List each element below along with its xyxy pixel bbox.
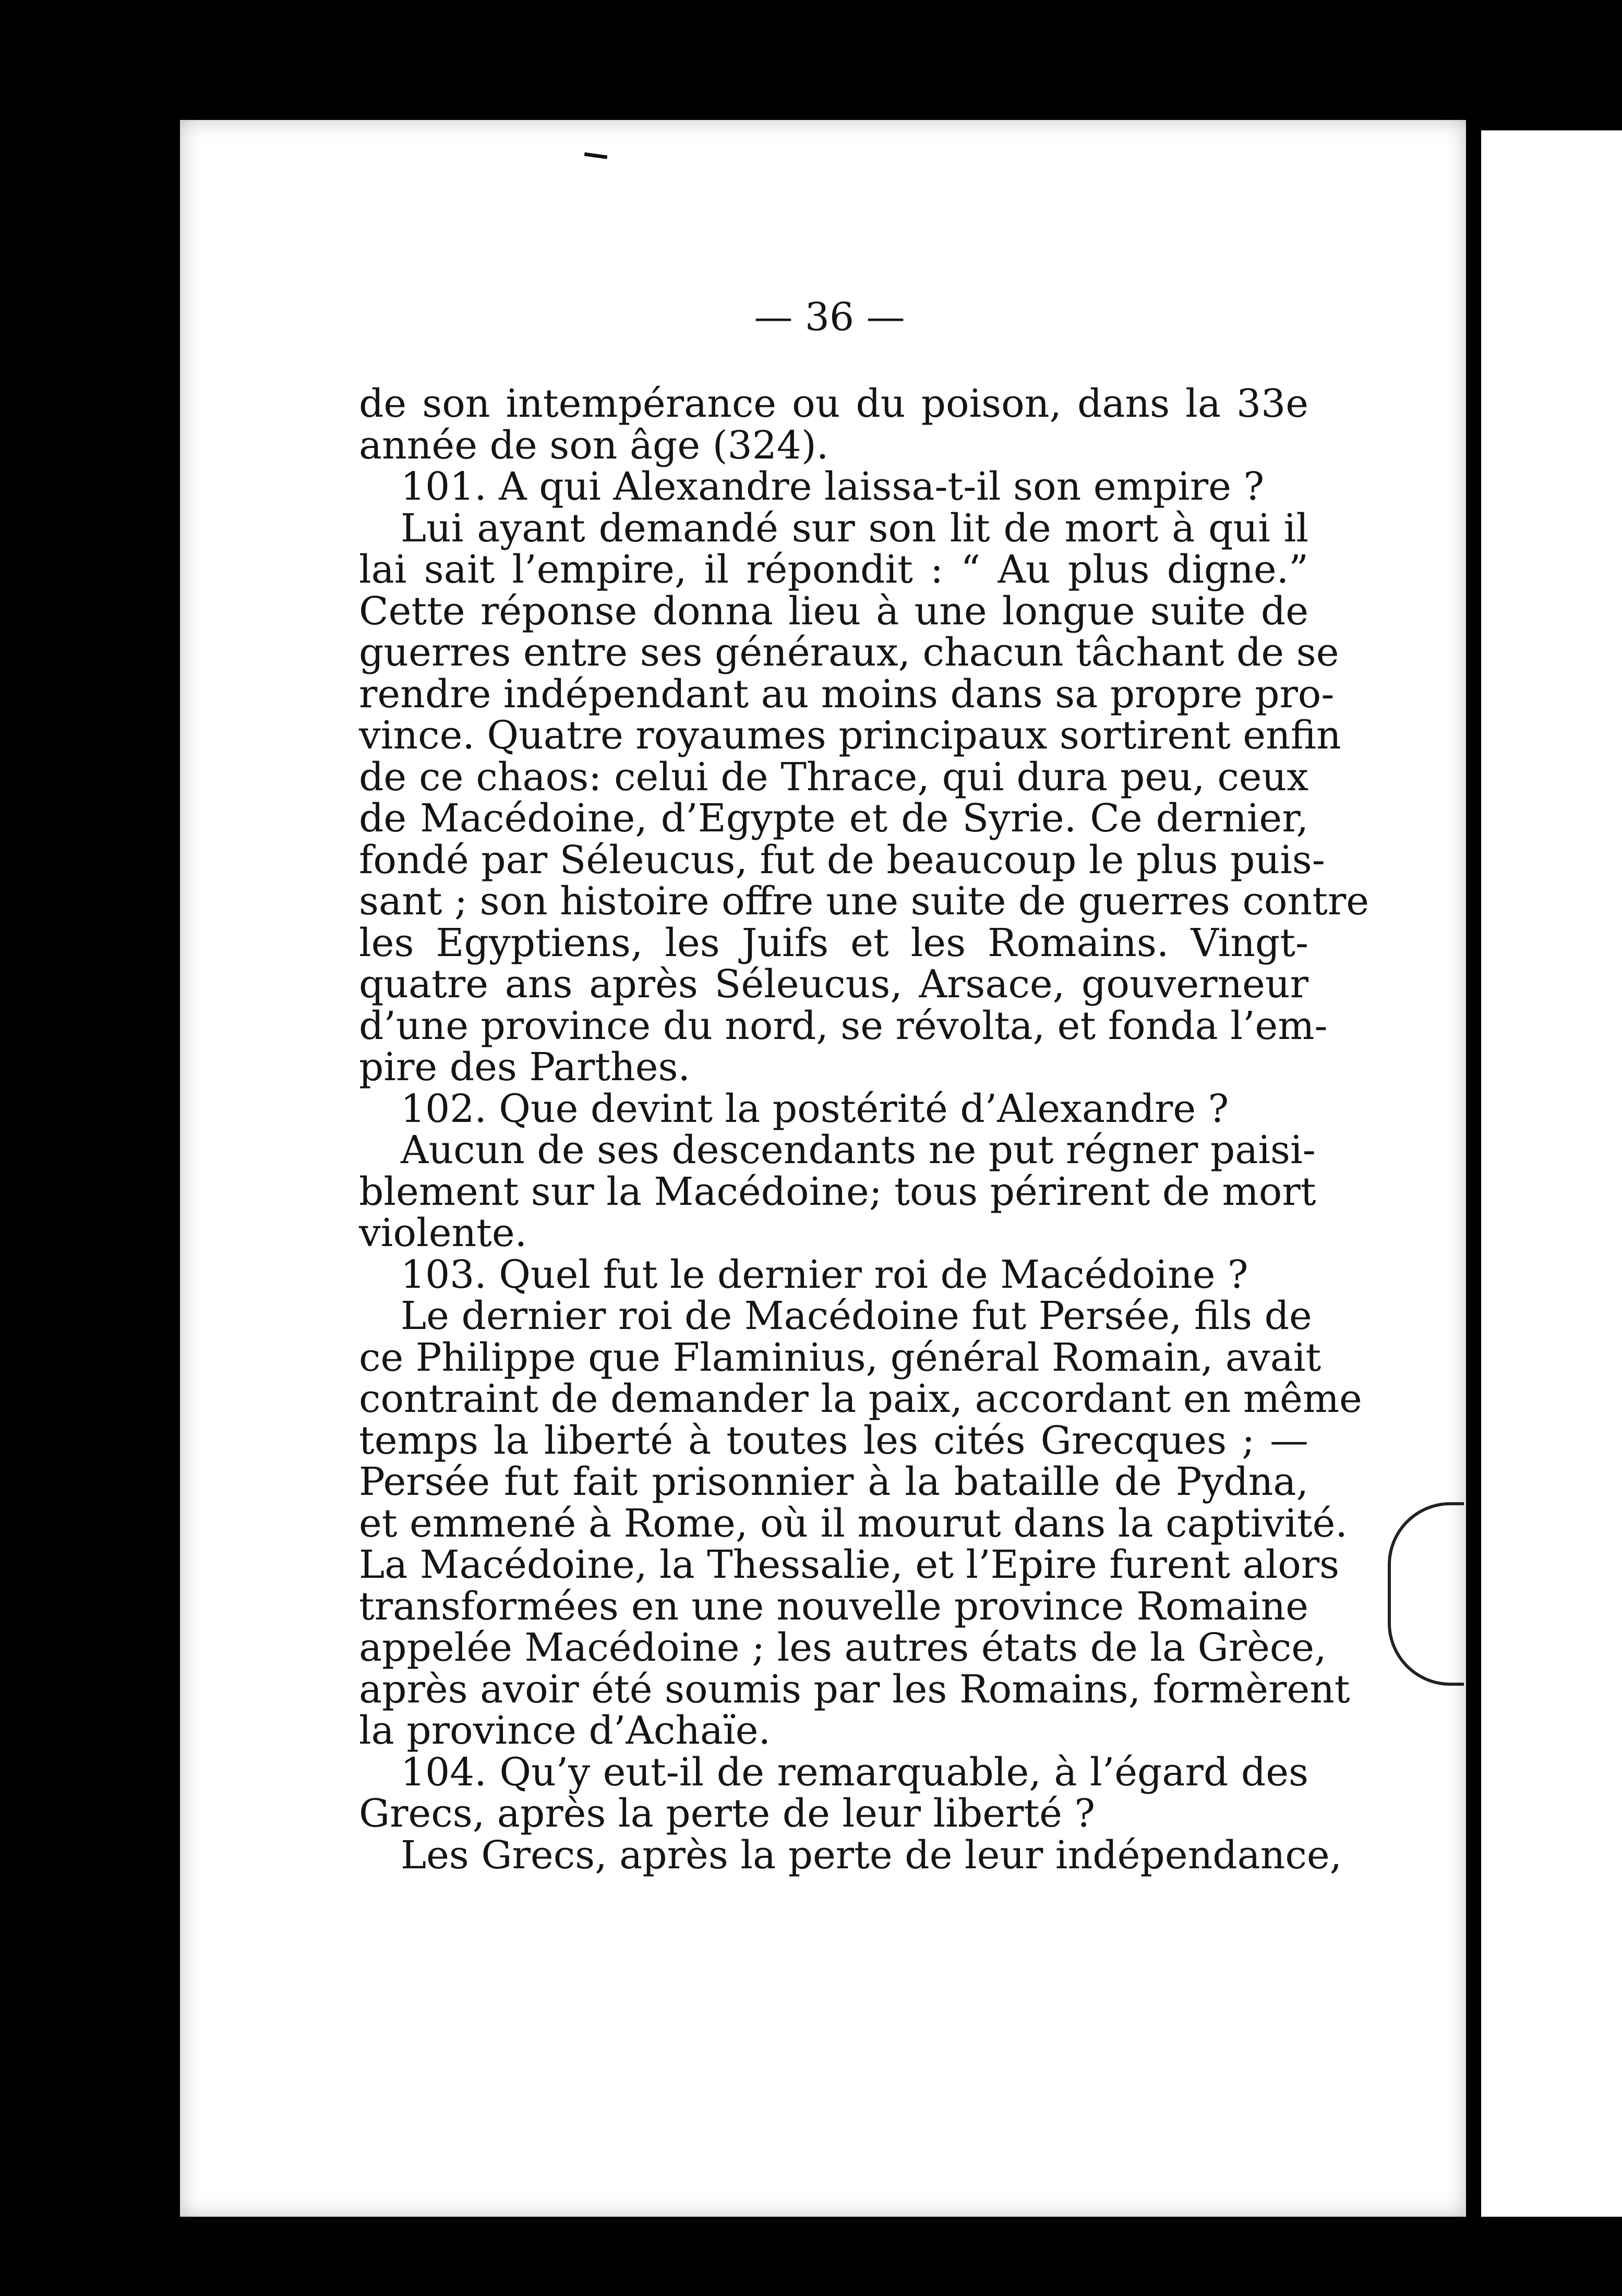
text-line: la province d’Achaïe. [359,1708,771,1753]
text-line: La Macédoine, la Thessalie, et l’Epire furent alors [359,1542,1340,1587]
text-line: Cette réponse donna lieu à une longue suite de [359,588,1308,634]
margin-scribble [1388,1502,1464,1686]
text-line: d’une province du nord, se révolta, et fonda l’em- [359,1003,1328,1048]
text-line: Le dernier roi de Macédoine fut Persée, fils de [401,1294,1312,1338]
text-line: après avoir été soumis par les Romains, formèrent [359,1666,1350,1712]
page-number: — 36 — [754,295,905,340]
text-line: fondé par Séleucus, fut de beaucoup le plus puis- [359,837,1325,883]
text-line: vince. Quatre royaumes principaux sortirent enfin [359,713,1341,758]
text-line: les Egyptiens, les Juifs et les Romains. Vingt- [359,920,1308,965]
text-line: violente. [359,1211,527,1255]
text-line: contraint de demander la paix, accordant en même [359,1376,1362,1421]
text-line: ce Philippe que Flaminius, général Romain, avait [359,1335,1321,1380]
text-line: 101. A qui Alexandre laissa-t-il son empire ? [401,464,1265,509]
text-line: Grecs, après la perte de leur liberté ? [359,1791,1096,1836]
text-line: Lui ayant demandé sur son lit de mort à qui il [401,505,1308,551]
page-text [359,381,1369,1878]
text-line: de son intempérance ou du poison, dans la 33e [359,381,1308,426]
text-line: pire des Parthes. [359,1045,691,1090]
facing-page-edge [1474,130,1622,2217]
text-line: de ce chaos: celui de Thrace, qui dura peu, ceux [359,754,1308,800]
text-line: Les Grecs, après la perte de leur indépendance, [401,1832,1342,1878]
text-line: temps la liberté à toutes les cités Grecques ; — [359,1418,1308,1463]
text-line: appelée Macédoine ; les autres états de la Grèce, [359,1625,1327,1670]
text-line: de Macédoine, d’Egypte et de Syrie. Ce dernier, [359,796,1308,841]
text-line: 102. Que devint la postérité d’Alexandre ? [401,1086,1229,1131]
text-line: rendre indépendant au moins dans sa propre pro- [359,671,1335,717]
text-line: 103. Quel fut le dernier roi de Macédoine ? [401,1252,1248,1297]
text-line: guerres entre ses généraux, chacun tâchant de se [359,630,1339,675]
text-line: lai sait l’empire, il répondit : “ Au plus digne.” [359,547,1308,592]
text-line: quatre ans après Séleucus, Arsace, gouverneur [359,962,1308,1007]
text-line: transformées en une nouvelle province Romaine [359,1584,1308,1629]
text-line: sant ; son histoire offre une suite de guerres contre [359,879,1369,924]
text-line: Persée fut fait prisonnier à la bataille de Pydna, [359,1459,1308,1504]
text-line: et emmené à Rome, où il mourut dans la captivité. [359,1501,1348,1546]
text-line: Aucun de ses descendants ne put régner paisi- [401,1128,1316,1173]
text-line: année de son âge (324). [359,422,829,468]
text-line: blement sur la Macédoine; tous périrent de mort [359,1169,1316,1214]
text-line: 104. Qu’y eut-il de remarquable, à l’égard des [401,1749,1308,1795]
